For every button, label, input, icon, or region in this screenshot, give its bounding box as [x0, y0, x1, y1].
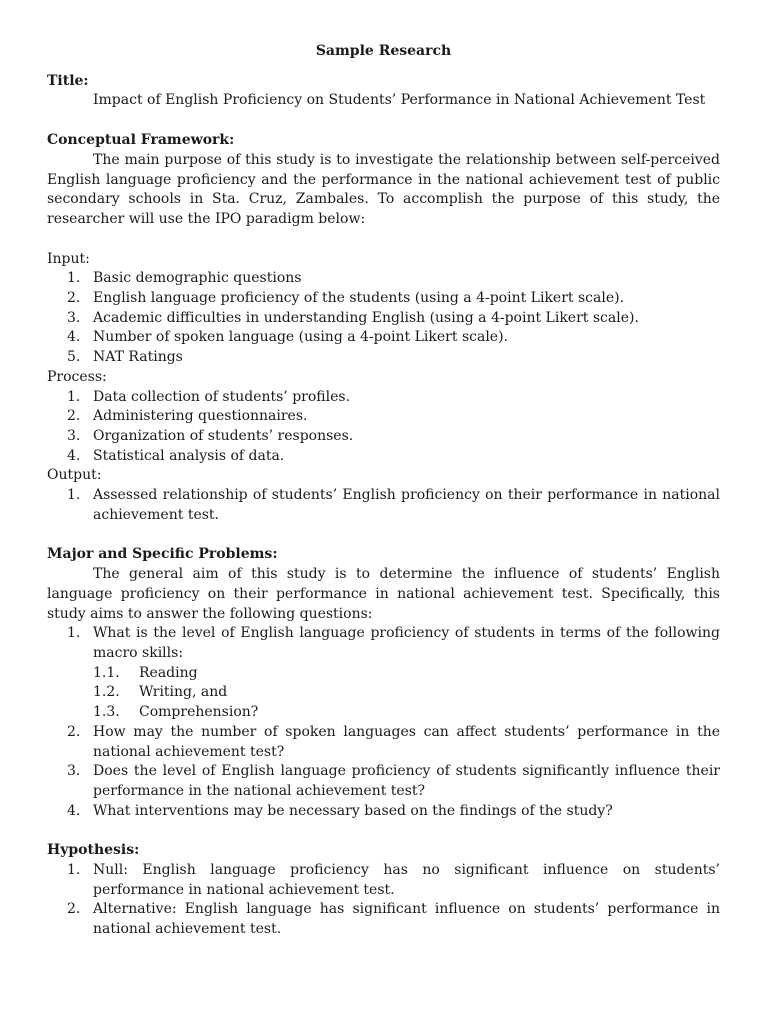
title-text: Impact of English Proficiency on Students’ Performance in National Achievement Test: [93, 92, 706, 109]
list-item-text: How may the number of spoken languages can affect students’ performance in the national achievement test?: [93, 723, 720, 760]
list-item-text: Academic difficulties in understanding English (using a 4-point Likert scale).: [93, 309, 639, 326]
list-item: [47, 388, 720, 408]
document-title: Sample Research: [315, 43, 452, 59]
list-number: 2.: [67, 290, 81, 307]
hypothesis-label: Hypothesis:: [47, 842, 140, 859]
output-label: Output:: [47, 467, 102, 484]
spacer: [47, 525, 720, 545]
list-number: 1.: [67, 270, 81, 287]
input-list: [47, 269, 720, 368]
list-item-text: Null: English language proficiency has no significant influence on students’ performance in national achievement test.: [93, 862, 720, 898]
list-item: [47, 407, 720, 427]
list-item-text: Administering questionnaires.: [93, 408, 308, 425]
list-number: 4.: [67, 447, 81, 464]
hypothesis-list: [47, 861, 720, 940]
list-item: [47, 762, 720, 801]
process-label: Process:: [47, 368, 107, 385]
list-item-text: NAT Ratings: [93, 349, 183, 366]
list-item-text: Number of spoken language (using a 4-point Likert scale).: [93, 329, 508, 346]
list-item: [47, 447, 720, 467]
list-item: [47, 427, 720, 447]
list-item: [47, 348, 720, 368]
list-item: [47, 328, 720, 348]
spacer: [47, 230, 720, 250]
list-number: 2.: [67, 723, 81, 740]
list-item-text: Comprehension?: [139, 704, 259, 721]
list-item: [47, 861, 720, 900]
list-item-text: Alternative: English language has significant influence on students’ performance in national achievement test.: [93, 901, 720, 938]
problems-paragraph: The general aim of this study is to determine the influence of students’ English language proficiency on their performance in national achievement test. Specifically, this study aims to answer the following questions:: [47, 566, 720, 622]
conceptual-framework-paragraph: The main purpose of this study is to investigate the relationship between self-perceived English language proficiency and the performance in the national achievement test of public secondary schools in Sta. Cruz, Zambales. To accomplish the purpose of this study, the researcher will use the IPO paradigm below:: [47, 151, 720, 227]
list-item: [47, 289, 720, 309]
list-item-text: Assessed relationship of students’ English proficiency on their performance in national achievement test.: [93, 487, 720, 523]
conceptual-framework-label: Conceptual Framework:: [47, 132, 235, 149]
list-item-text: What is the level of English language proficiency of students in terms of the following macro skills:: [93, 625, 720, 661]
list-number: 1.: [67, 862, 81, 879]
spacer: [47, 62, 720, 72]
list-item-text: English language proficiency of the students (using a 4-point Likert scale).: [93, 290, 625, 307]
list-item-text: Writing, and: [139, 684, 228, 701]
list-item-text: Basic demographic questions: [93, 270, 302, 287]
list-item: [47, 486, 720, 525]
list-item: [93, 683, 720, 703]
list-number: 4.: [67, 802, 81, 819]
list-item: [93, 664, 720, 684]
output-list: [47, 486, 720, 525]
document-body: [47, 42, 720, 940]
list-number: 3.: [67, 427, 81, 444]
input-label: Input:: [47, 250, 90, 267]
list-item: [47, 309, 720, 329]
list-number: 1.: [67, 625, 81, 642]
title-label: Title:: [47, 72, 89, 89]
list-number: 4.: [67, 329, 81, 346]
list-item-text: Organization of students’ responses.: [93, 427, 354, 444]
list-number: 5.: [67, 349, 81, 366]
list-number: 2.: [67, 901, 81, 918]
list-number: 1.2.: [93, 684, 120, 701]
list-item: [47, 624, 720, 663]
list-number: 1.3.: [93, 704, 120, 721]
list-item-text: What interventions may be necessary based on the findings of the study?: [93, 802, 613, 819]
list-item-text: Reading: [139, 664, 198, 681]
problems-label: Major and Specific Problems:: [47, 546, 278, 563]
list-number: 1.1.: [93, 664, 120, 681]
spacer: [47, 821, 720, 841]
list-number: 3.: [67, 763, 81, 780]
list-item: [47, 723, 720, 762]
macro-skills-list: [47, 664, 720, 723]
list-item: [93, 703, 720, 723]
list-item: [47, 269, 720, 289]
list-number: 3.: [67, 309, 81, 326]
spacer: [47, 111, 720, 131]
list-item: [47, 900, 720, 939]
list-number: 1.: [67, 388, 81, 405]
list-item-text: Does the level of English language proficiency of students significantly influence their performance in the national achievement test?: [93, 763, 720, 799]
process-list: [47, 388, 720, 467]
list-item-text: Data collection of students’ profiles.: [93, 388, 351, 405]
questions-list-continued: [47, 723, 720, 822]
list-number: 1.: [67, 487, 81, 504]
list-item: [47, 802, 720, 822]
list-item-text: Statistical analysis of data.: [93, 447, 285, 464]
questions-list: [47, 624, 720, 663]
list-number: 2.: [67, 408, 81, 425]
